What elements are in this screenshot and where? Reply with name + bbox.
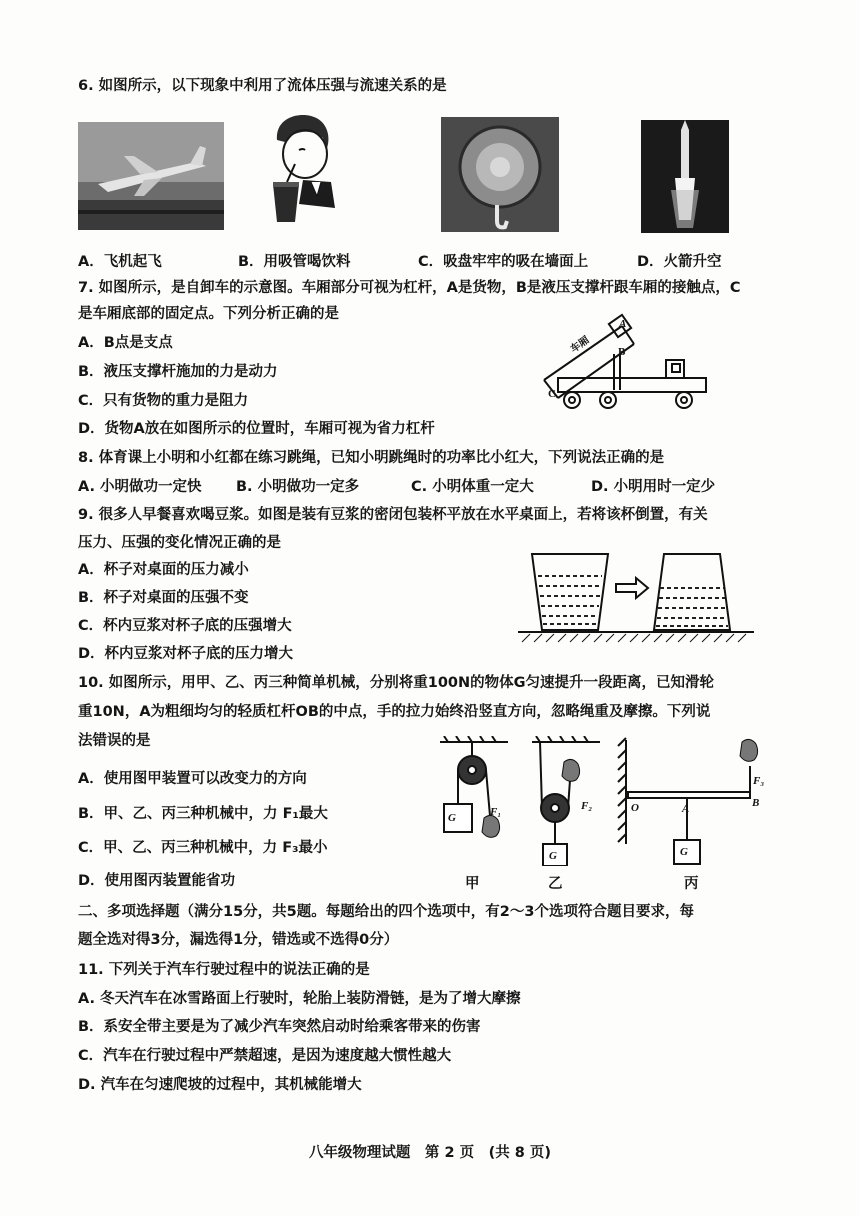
q6-option-a: A．飞机起飞 — [78, 254, 162, 270]
q10-g-yi: G — [549, 850, 557, 862]
q11-option-c: C．汽车在行驶过程中严禁超速，是因为速度越大惯性越大 — [78, 1048, 452, 1064]
q10-option-d: D．使用图丙装置能省功 — [78, 873, 236, 889]
q10-stem-line3: 法错误的是 — [78, 733, 151, 749]
q9-option-c: C．杯内豆浆对杯子底的压强增大 — [78, 618, 292, 634]
q7-option-d: D．货物A放在如图所示的位置时，车厢可视为省力杠杆 — [78, 421, 435, 437]
q10-caption-jia: 甲 — [465, 876, 480, 892]
q9-stem-line2: 压力、压强的变化情况正确的是 — [78, 535, 281, 551]
q10-stem-line1: 10. 如图所示，用甲、乙、丙三种简单机械，分别将重100N的物体G匀速提升一段距离，已知滑轮 — [78, 675, 715, 691]
q9-stem-line1: 9. 很多人早餐喜欢喝豆浆。如图是装有豆浆的密闭包装杯平放在水平桌面上，若将该杯倒置，有关 — [78, 507, 708, 523]
q10-f3-label: F₃ — [753, 775, 765, 787]
q8-option-d: D. 小明用时一定少 — [591, 479, 716, 495]
q9-option-d: D．杯内豆浆对杯子底的压力增大 — [78, 646, 294, 662]
q7-option-b: B．液压支撑杆施加的力是动力 — [78, 364, 278, 380]
q10-point-a-label: A — [682, 803, 690, 815]
section2-heading-line2: 题全选对得3分，漏选得1分，错选或不选得0分） — [78, 932, 399, 948]
q6-option-b: B．用吸管喝饮料 — [238, 254, 351, 270]
page-footer: 八年级物理试题 第 2 页 (共 8 页) — [308, 1145, 552, 1161]
q10-point-o-label: O — [631, 802, 639, 814]
q9-option-b: B．杯子对桌面的压强不变 — [78, 590, 249, 606]
q10-option-b: B．甲、乙、丙三种机械中，力 F₁最大 — [78, 806, 328, 822]
q10-option-c: C．甲、乙、丙三种机械中，力 F₃最小 — [78, 840, 328, 856]
q11-option-d: D. 汽车在匀速爬坡的过程中，其机械能增大 — [78, 1077, 362, 1093]
q11-option-a: A. 冬天汽车在冰雪路面上行驶时，轮胎上装防滑链，是为了增大摩擦 — [78, 991, 521, 1007]
q7-body-label: 车厢 — [568, 334, 592, 356]
rocket-launch-photo — [641, 120, 729, 233]
q10-g-jia: G — [448, 812, 456, 824]
q8-option-c: C. 小明体重一定大 — [411, 479, 534, 495]
q7-point-b-label: B — [618, 346, 626, 358]
q7-stem-line1: 7. 如图所示，是自卸车的示意图。车厢部分可视为杠杆，A是货物，B是液压支撑杆跟车厢的接触点，C — [78, 280, 741, 296]
q8-option-a: A. 小明做功一定快 — [78, 479, 202, 495]
q6-option-d: D．火箭升空 — [637, 254, 722, 270]
q10-caption-yi: 乙 — [548, 876, 563, 892]
q8-stem: 8. 体育课上小明和小红都在练习跳绳，已知小明跳绳时的功率比小红大，下列说法正确的是 — [78, 450, 665, 466]
q11-stem: 11. 下列关于汽车行驶过程中的说法正确的是 — [78, 962, 370, 978]
q10-g-bing: G — [680, 846, 688, 858]
q7-cargo-label: A — [619, 318, 627, 330]
q10-stem-line2: 重10N，A为粗细均匀的轻质杠杆OB的中点，手的拉力始终沿竖直方向，忽略绳重及摩擦。下列说 — [78, 704, 711, 720]
q10-option-a: A．使用图甲装置可以改变力的方向 — [78, 771, 307, 787]
q9-option-a: A．杯子对桌面的压力减小 — [78, 562, 249, 578]
q8-option-b: B. 小明做功一定多 — [236, 479, 360, 495]
q6-option-c: C．吸盘牢牢的吸在墙面上 — [418, 254, 589, 270]
soymilk-cup-diagram — [518, 548, 756, 644]
section2-heading-line1: 二、多项选择题（满分15分，共5题。每题给出的四个选项中，有2～3个选项符合题目要求，每 — [78, 904, 694, 920]
q10-f1-label: F₁ — [490, 806, 502, 818]
airplane-photo — [78, 122, 224, 230]
pulley-lever-diagram — [432, 736, 774, 866]
q6-stem: 6. 如图所示，以下现象中利用了流体压强与流速关系的是 — [78, 78, 447, 94]
q10-caption-bing: 丙 — [684, 876, 699, 892]
q11-option-b: B．系安全带主要是为了减少汽车突然启动时给乘客带来的伤害 — [78, 1019, 481, 1035]
q7-option-a: A．B点是支点 — [78, 335, 173, 351]
q10-f2-label: F₂ — [581, 800, 593, 812]
straw-drinking-figure — [265, 112, 341, 224]
q10-point-b-label: B — [752, 797, 760, 809]
q7-point-c-label: C — [548, 388, 556, 400]
suction-cup-photo — [441, 117, 559, 232]
q7-stem-line2: 是车厢底部的固定点。下列分析正确的是 — [78, 306, 339, 322]
q7-option-c: C．只有货物的重力是阻力 — [78, 393, 249, 409]
